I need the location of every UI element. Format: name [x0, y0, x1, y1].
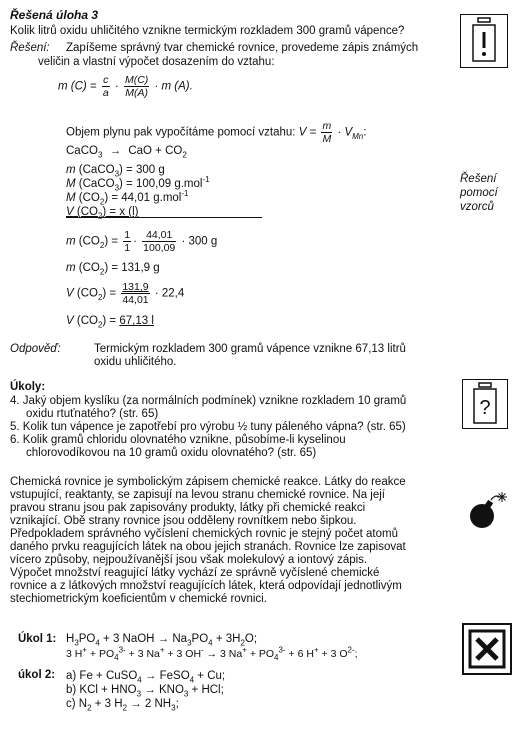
products: CaO + CO: [128, 145, 183, 157]
theory-paragraph: [10, 476, 448, 606]
ukol2-b: b) KCl + $HNO_3 \to KNO_3$ + HCl;: [66, 684, 224, 699]
volume-den: M: [322, 133, 332, 145]
mass-formula: m (C) = $\frac{c}{a}$ · $\frac{M(C)}{M(A)}$ · m (A).: [58, 74, 193, 99]
known-4: V $(CO_2) = x$ (l): [66, 206, 139, 221]
molar-mass-c: M(C): [124, 74, 149, 86]
ukol1-label: Úkol 1:: [18, 633, 57, 645]
task-text-cont: chlorovodíkovou na 10 gramů oxidu olovnatého? (str. 65): [26, 447, 317, 459]
warning-jar-icon: [460, 14, 508, 68]
task-5: [10, 421, 450, 434]
formula-lhs: m (C) =: [58, 80, 97, 93]
margin-note-1: Řešení: [460, 173, 497, 185]
paragraph-line: vícero způsoby, nejpoužívanější jsou však molekulový a iontový zápis.: [10, 554, 368, 566]
volume-rhs: · V: [337, 126, 353, 139]
volume-lhs: V =: [298, 126, 317, 139]
tasks-list: [10, 395, 450, 460]
solution-label: Řešení:: [10, 42, 50, 54]
task-num: 4.: [10, 395, 20, 407]
tasks-label: Úkoly:: [10, 381, 46, 393]
divider-line: [66, 217, 262, 218]
paragraph-line: Výpočet množství reagující látky vychází ze správně vyčíslené chemické: [10, 567, 380, 579]
answer-label: Odpověď:: [10, 343, 61, 355]
task-num: 6.: [10, 434, 20, 446]
formula-rhs: · m (A).: [154, 80, 193, 93]
calc-line-2: m $(CO_2) = 131,9$ g: [66, 262, 160, 277]
calc-f2-den: 100,09: [143, 242, 176, 254]
question-jar-icon: [462, 379, 508, 429]
margin-note-3: vzorců: [460, 201, 494, 213]
bomb-icon: [464, 488, 510, 532]
question-text: Kolik litrů oxidu uhličitého vznikne termickým rozkladem 300 gramů vápence?: [10, 25, 405, 37]
coef-a: a: [102, 87, 109, 99]
answer-text: Termickým rozkladem 300 gramů vápence vznikne 67,13 litrů: [94, 343, 406, 355]
calc-line-1: m $(CO_2)$ = $\frac{1}{1}$ · $\frac{44,01}{100,09}$ · 300 g: [66, 229, 218, 254]
known-1: m (CaCO$_3$) = 300 g: [66, 164, 165, 179]
calc-f3-num: 131,9: [122, 281, 149, 293]
paragraph-line: vznikající. Obě strany rovnice jsou odděleny rovnítkem nebo šipkou.: [10, 515, 357, 527]
volume-formula-line: Objem plynu pak vypočítáme pomocí vztahu: V = $\frac{m}{M}$ · $V_{Mn}$:: [66, 120, 367, 145]
calc-line-3: V $(CO_2)$ = $\frac{131,9}{44,01}$ · 22,4: [66, 281, 185, 306]
task-text: Kolik tun vápence je zapotřebí pro výrobu ½ tuny páleného vápna? (str. 65): [22, 421, 406, 433]
reactant: CaCO: [66, 145, 98, 157]
task-4: [10, 395, 450, 408]
ukol2-a: a) Fe + CuSO$_4$ → FeSO$_4$ + Cu;: [66, 670, 226, 685]
task-6: [10, 434, 450, 447]
answer-text-2: oxidu uhličitého.: [94, 356, 177, 368]
solution-intro: Zapíšeme správný tvar chemické rovnice, provedeme zápis známých: [66, 42, 419, 54]
margin-note: [460, 172, 498, 214]
ukol2-c: c) $N_2 + 3$ $H_2 \to 2$ $NH_3$;: [66, 698, 179, 713]
calc-f3-tail: · 22,4: [154, 287, 185, 300]
task-text-cont: oxidu rtuťnatého? (str. 65): [26, 408, 159, 420]
known-3: M $(CO_2) = 44,01$ g.mol$^{-1}$: [66, 189, 189, 207]
paragraph-line: pravou stranu jsou pak zapisovány produkty, látky při chemické reakci: [10, 502, 366, 514]
calc-f3-den: 44,01: [122, 294, 149, 306]
ukol2-equations: [66, 669, 225, 711]
solution-intro-2: veličin a vlastní výpočet dosazením do vztahu:: [38, 56, 275, 68]
task-text: Kolik gramů chloridu olovnatého vznikne, působíme-li kyselinou: [22, 434, 346, 446]
known-2: M (CaCO$_3$) = 100,09 g.mol$^{-1}$: [66, 175, 210, 193]
reaction-equation: CaCO$_3$ → CaO + $CO_2$: [66, 145, 187, 160]
harmful-x-icon: [462, 623, 512, 675]
coef-c: c: [103, 74, 109, 86]
margin-note-2: pomocí: [460, 187, 498, 199]
calc-f1-den: 1: [124, 242, 131, 254]
molar-mass-a: M(A): [125, 87, 148, 99]
calc-f2-tail: · 300 g: [181, 235, 218, 248]
known-values: [66, 163, 210, 219]
ukol1-eq2: 3 $H^+ + PO_4^{3-} + 3$ Na+ + 3 OH- → 3 $Na^+ + PO_4^{3-} + 6$ H+ + 3 $O^{2-}$;: [66, 645, 358, 663]
ukol2-label: úkol 2:: [18, 669, 56, 681]
calc-result: 67,13 l: [119, 315, 154, 327]
calc-f1-num: 1: [124, 229, 131, 241]
task-num: 5.: [10, 421, 20, 433]
paragraph-line: rovnice a z látkových množství reagujících látek, která odpovídají jednotlivým: [10, 580, 402, 592]
paragraph-line: vstupující, reaktanty, se zapisují na levou stranu chemické rovnice. Na její: [10, 489, 385, 501]
calc-f2-num: 44,01: [142, 229, 176, 242]
volume-num: m: [322, 120, 332, 132]
paragraph-line: stechiometrickým koeficientům v chemické rovnici.: [10, 593, 267, 605]
paragraph-line: Chemická rovnice je symbolickým zápisem chemické reakce. Látky do reakce: [10, 476, 406, 488]
volume-intro: Objem plynu pak vypočítáme pomocí vztahu:: [66, 126, 296, 139]
calc-line-4: V $(CO_2) = 67,13$ l: [66, 315, 154, 330]
paragraph-line: daného prvku reagujících látek na obou jejich stranách. Rovnice lze zapisovat: [10, 541, 406, 553]
task-text: Jaký objem kyslíku (za normálních podmínek) vznikne rozkladem 10 gramů: [22, 395, 407, 407]
svg-text:?: ?: [479, 397, 491, 419]
page-title: Řešená úloha 3: [10, 8, 99, 22]
paragraph-line: Předpokladem správného vyčíslení chemických rovnic je stejný počet atomů: [10, 528, 398, 540]
ukol1-eq1: $H_3PO_4 + 3$ NaOH → $Na_3PO_4 + 3H_2O$;: [66, 633, 258, 648]
